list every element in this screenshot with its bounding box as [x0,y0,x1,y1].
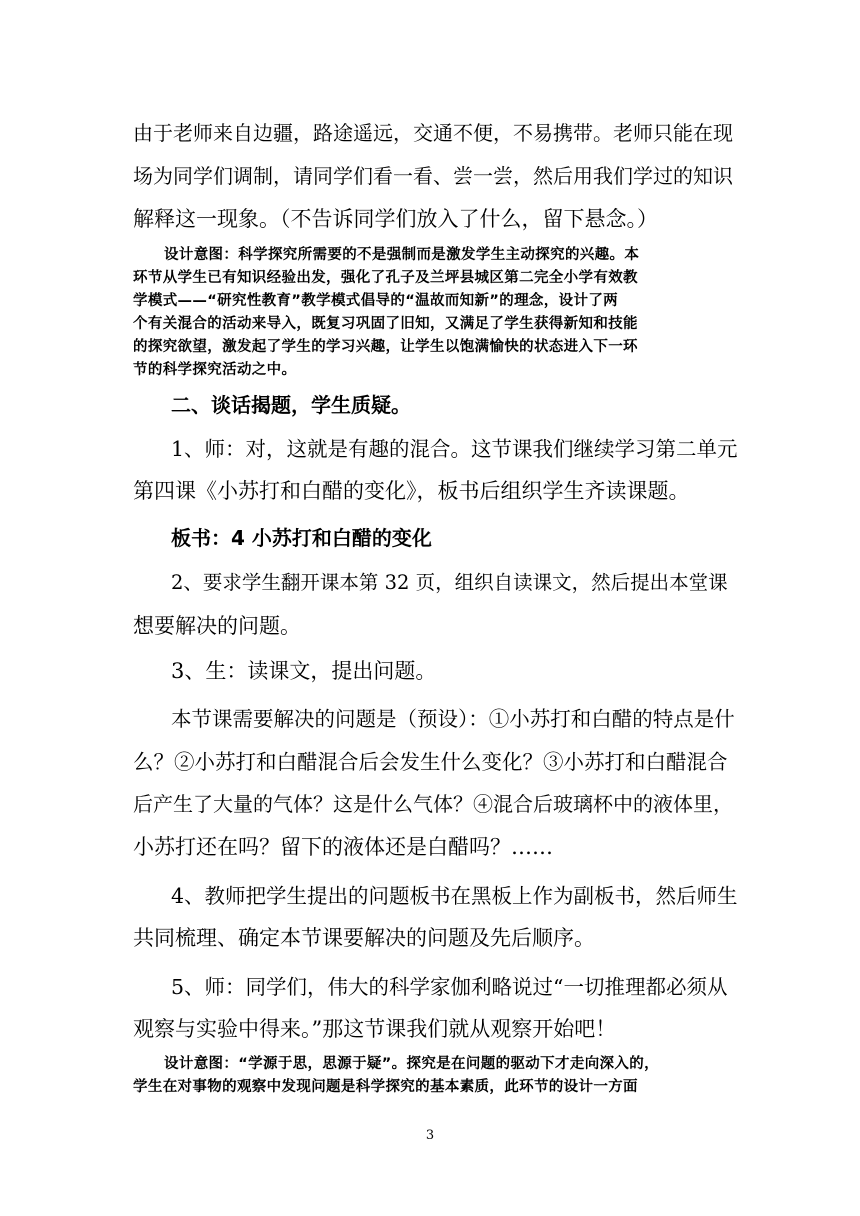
board-title: 板书：4 小苏打和白醋的变化 [171,526,432,550]
paragraph-line: 想要解决的问题。 [133,614,301,638]
paragraph-line: 后产生了大量的气体？这是什么气体？④混合后玻璃杯中的液体里， [133,792,733,816]
page-number: 3 [425,1128,435,1143]
paragraph-line: 第四课《小苏打和白醋的变化》，板书后组织学生齐读课题。 [133,479,690,503]
paragraph-line: 1、师：对，这就是有趣的混合。这节课我们继续学习第二单元 [171,437,738,461]
paragraph-line: 共同梳理、确定本节课要解决的问题及先后顺序。 [133,926,595,950]
section-heading: 二、谈话揭题，学生质疑。 [171,393,411,417]
paragraph-line: 解释这一现象。（不告诉同学们放入了什么，留下悬念。） [133,207,658,231]
paragraph-line: 小苏打还在吗？留下的液体还是白醋吗？…… [133,835,553,859]
paragraph-line: 由于老师来自边疆，路途遥远，交通不便，不易携带。老师只能在现 [133,121,733,145]
design-intent-line: 设计意图：科学探究所需要的不是强制而是激发学生主动探究的兴趣。本 [164,247,640,263]
design-intent-line: 的探究欲望，激发起了学生的学习兴趣，让学生以饱满愉快的状态进入下一环 [133,339,638,355]
design-intent-line: 学生在对事物的观察中发现问题是科学探究的基本素质，此环节的设计一方面 [133,1079,638,1095]
design-intent-line: 个有关混合的活动来导入，既复习巩固了旧知，又满足了学生获得新知和技能 [133,316,638,332]
paragraph-line: 3、生：读课文，提出问题。 [171,659,437,683]
design-intent-line: 学模式——“研究性教育”教学模式倡导的“温故而知新”的理念，设计了两 [133,293,619,309]
design-intent-line: 节的科学探究活动之中。 [133,362,297,378]
design-intent-line: 环节从学生已有知识经验出发，强化了孔子及兰坪县城区第二完全小学有效教 [133,270,638,286]
paragraph-line: 观察与实验中得来。”那这节课我们就从观察开始吧！ [133,1017,617,1041]
design-intent-line: 设计意图：“学源于思，思源于疑”。探究是在问题的驱动下才走向深入的， [164,1056,659,1072]
paragraph-line: 5、师：同学们，伟大的科学家伽利略说过“一切推理都必须从 [171,975,728,999]
paragraph-line: 场为同学们调制，请同学们看一看、尝一尝，然后用我们学过的知识 [133,164,733,188]
paragraph-line: 2、要求学生翻开课本第 32 页，组织自读课文，然后提出本堂课 [171,571,728,594]
paragraph-line: 4、教师把学生提出的问题板书在黑板上作为副板书，然后师生 [171,884,738,908]
paragraph-line: 本节课需要解决的问题是（预设）：①小苏打和白醋的特点是什 [171,707,735,731]
paragraph-line: 么？②小苏打和白醋混合后会发生什么变化？③小苏打和白醋混合 [133,750,728,774]
